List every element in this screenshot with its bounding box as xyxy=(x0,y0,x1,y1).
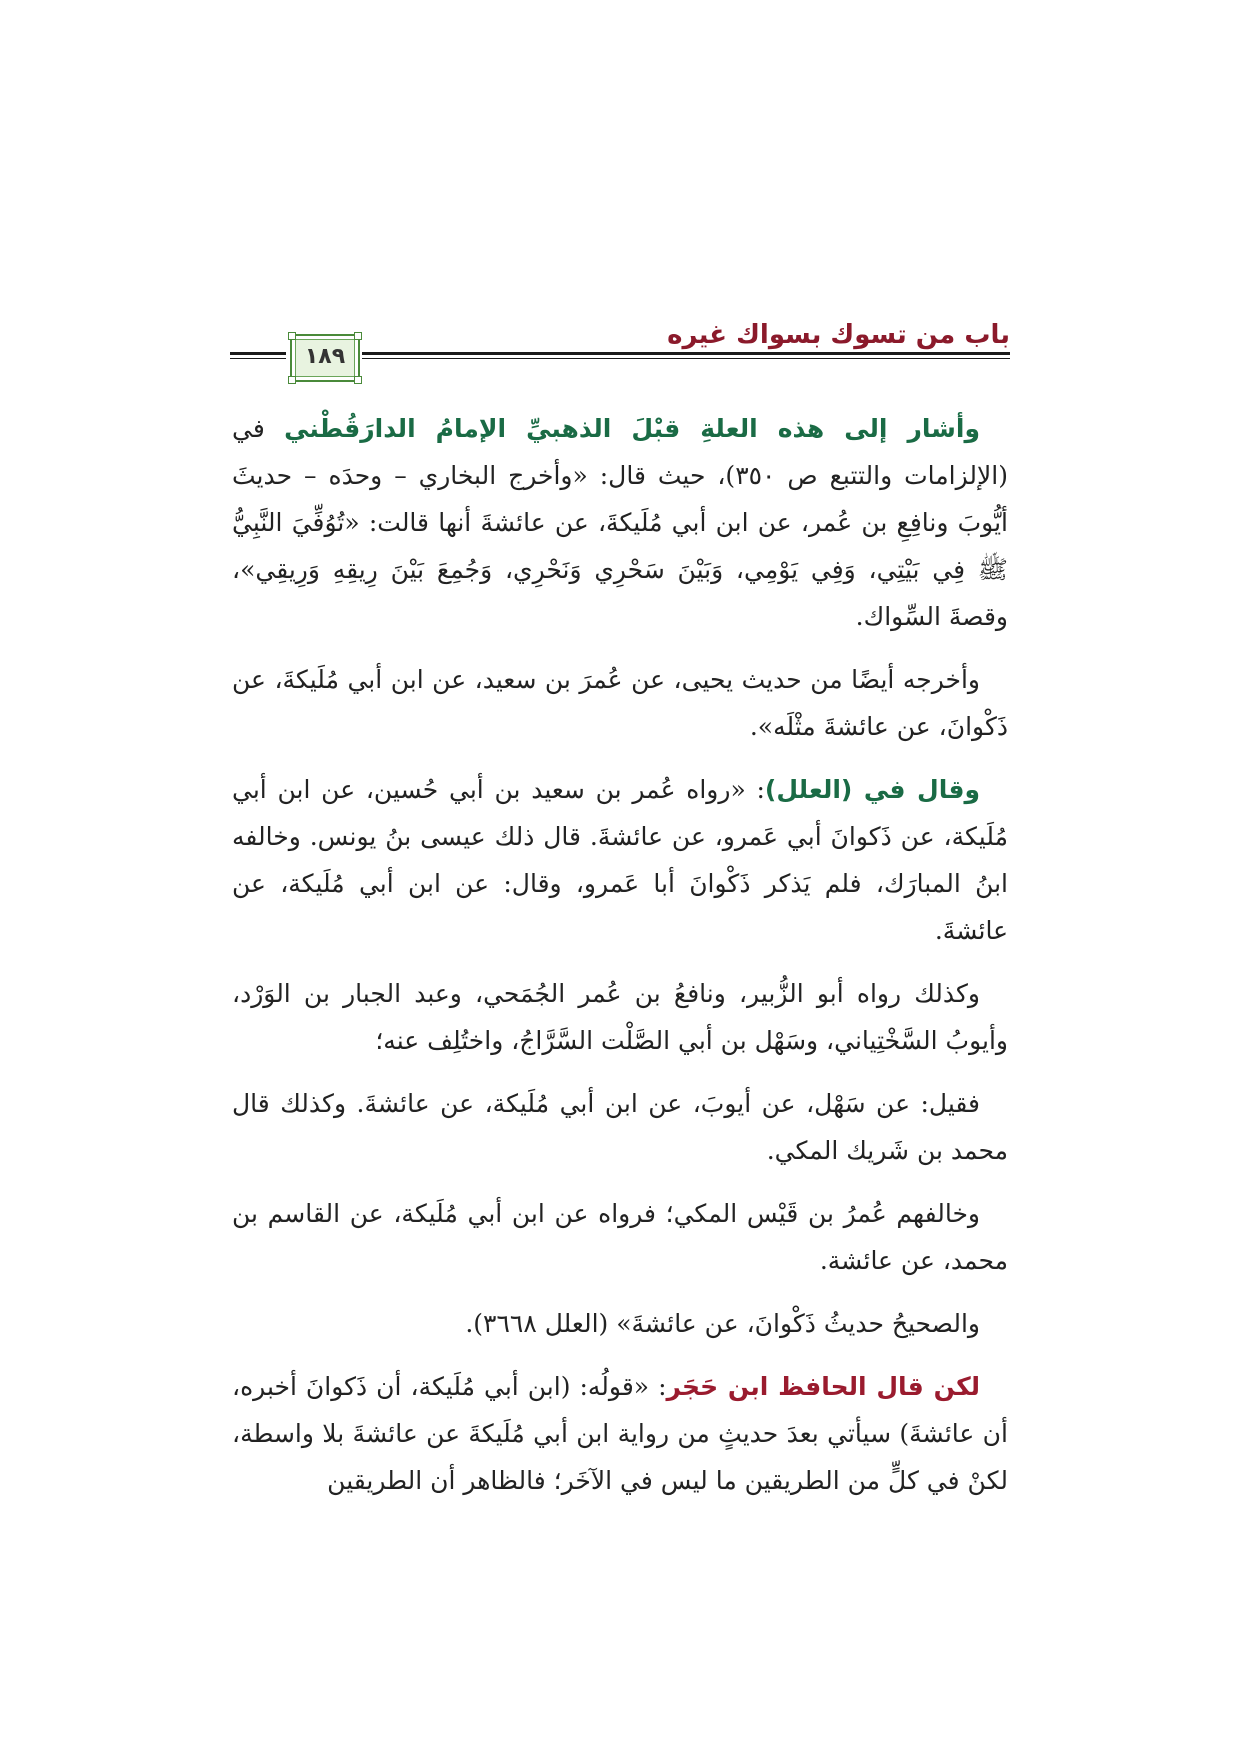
header-rule-right-thin xyxy=(362,358,1010,359)
frame-ornament-icon xyxy=(354,332,362,340)
paragraph xyxy=(232,405,1008,640)
paragraph-text: وأخرجه أيضًا من حديث يحيى، عن عُمرَ بن سعيد، عن ابن أبي مُلَيكةَ، عن ذَكْوانَ، عن عائشةَ مثْلَه». xyxy=(232,665,1008,741)
frame-ornament-icon xyxy=(354,376,362,384)
paragraph-text: في (الإلزامات والتتبع ص ٣٥٠)، حيث قال: «وأخرج البخاري – وحدَه – حديثَ أيُّوبَ ونافِعِ بن عُمر، عن ابن أبي مُلَيكةَ، عن عائشةَ أنها قالت: «تُوُفِّيَ النَّبِيُّ ﷺ فِي بَيْتِي، وَفِي يَوْمِي، وَبَيْنَ سَحْرِي وَنَحْرِي، وَجُمِعَ بَيْنَ رِيقِهِ وَرِيقِي»، وقصةَ السِّواك. xyxy=(232,414,1008,631)
paragraph xyxy=(232,1190,1008,1284)
header-rule-left-thin xyxy=(230,358,286,359)
frame-ornament-icon xyxy=(288,376,296,384)
paragraph-text: وخالفهم عُمرُ بن قَيْس المكي؛ فرواه عن ابن أبي مُلَيكة، عن القاسم بن محمد، عن عائشة. xyxy=(232,1199,1008,1275)
paragraph xyxy=(232,1363,1008,1504)
highlight-lead: وأشار إلى هذه العلةِ قبْلَ الذهبيِّ الإمامُ الدارَقُطْني xyxy=(284,414,980,443)
paragraph xyxy=(232,656,1008,750)
header-rule-right-thick xyxy=(362,352,1010,355)
paragraph-text: : «رواه عُمر بن سعيد بن أبي حُسين، عن ابن أبي مُلَيكة، عن ذَكوانَ أبي عَمرو، عن عائشةَ. قال ذلك عيسى بنُ يونس. وخالفه ابنُ المبارَك، فلم يَذكر ذَكْوانَ أبا عَمرو، وقال: عن ابن أبي مُلَيكة، عن عائشةَ. xyxy=(232,775,1008,945)
paragraph-text: وكذلك رواه أبو الزُّبير، ونافعُ بن عُمر الجُمَحي، وعبد الجبار بن الوَرْد، وأيوبُ السَّخْتِياني، وسَهْل بن أبي الصَّلْت السَّرَّاجُ، واختُلِف عنه؛ xyxy=(232,979,1008,1055)
header-rule-left-thick xyxy=(230,352,286,355)
paragraph-text: والصحيحُ حديثُ ذَكْوانَ، عن عائشةَ» (العلل ٣٦٦٨). xyxy=(465,1309,980,1338)
body-text xyxy=(232,405,1008,1520)
paragraph xyxy=(232,1080,1008,1174)
paragraph xyxy=(232,970,1008,1064)
paragraph-text: فقيل: عن سَهْل، عن أيوبَ، عن ابن أبي مُلَيكة، عن عائشةَ. وكذلك قال محمد بن شَريك المكي. xyxy=(232,1089,1008,1165)
paragraph xyxy=(232,1300,1008,1347)
paragraph-text: : «قولُه: (ابن أبي مُلَيكة، أن ذَكوانَ أخبره، أن عائشةَ) سيأتي بعدَ حديثٍ من رواية ابن أبي مُلَيكةَ عن عائشةَ بلا واسطة، لكنْ في كلٍّ من الطريقين ما ليس في الآخَر؛ فالظاهر أن الطريقين xyxy=(232,1372,1008,1495)
frame-ornament-icon xyxy=(288,332,296,340)
paragraph xyxy=(232,766,1008,954)
page-number: ١٨٩ xyxy=(304,344,346,369)
chapter-title: باب من تسوك بسواك غيره xyxy=(667,320,1010,350)
highlight-lead: وقال في (العلل) xyxy=(764,775,980,804)
page-header xyxy=(230,318,1010,398)
page-number-frame xyxy=(290,334,360,382)
highlight-lead: لكن قال الحافظ ابن حَجَر xyxy=(666,1372,980,1401)
